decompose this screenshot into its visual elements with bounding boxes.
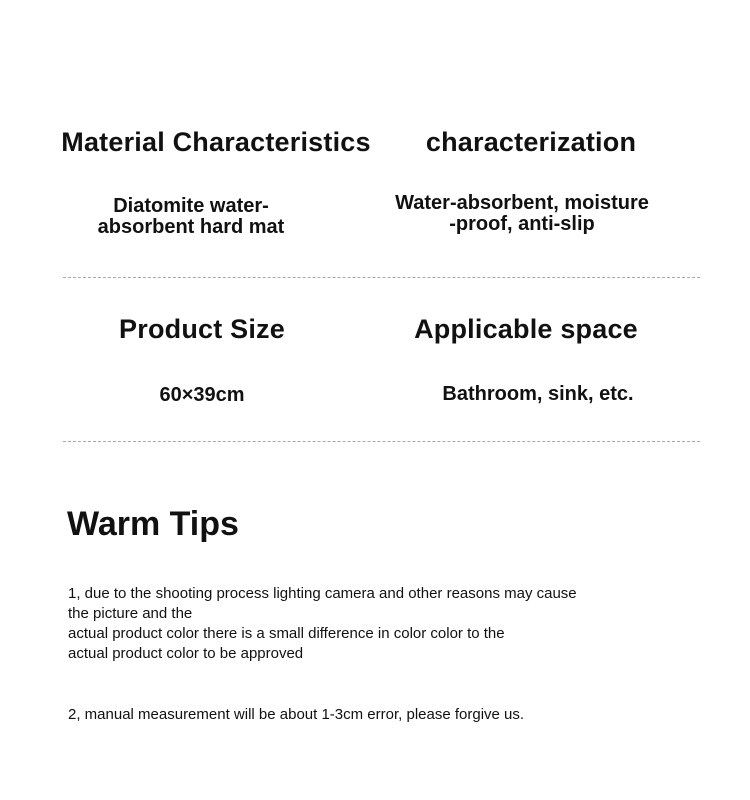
tip-1 <box>68 584 577 664</box>
characterization-value-line2: -proof, anti-slip <box>449 213 595 235</box>
tip-1-line-1: 1, due to the shooting process lighting camera and other reasons may cause <box>68 585 577 602</box>
tip-1-line-4: actual product color to be approved <box>68 645 304 662</box>
material-value-line2: absorbent hard mat <box>97 216 285 238</box>
characterization-heading: characterization <box>425 127 637 157</box>
applicable-space-value: Bathroom, sink, etc. <box>442 383 634 405</box>
characterization-value <box>352 193 692 235</box>
tip-2: 2, manual measurement will be about 1-3cm error, please forgive us. <box>68 706 525 723</box>
dashed-divider-bottom <box>63 441 700 442</box>
characterization-value-line1: Water-absorbent, moisture <box>395 192 649 214</box>
product-size-value: 60×39cm <box>159 384 245 406</box>
product-size-heading: Product Size <box>119 314 285 344</box>
warm-tips-title: Warm Tips <box>67 505 239 543</box>
material-value-line1: Diatomite water- <box>113 195 269 217</box>
tip-1-line-2: the picture and the <box>68 605 193 622</box>
applicable-space-heading: Applicable space <box>414 314 638 344</box>
material-value <box>41 196 341 238</box>
material-characteristics-heading: Material Characteristics <box>61 127 371 157</box>
dashed-divider-top <box>63 277 700 278</box>
tip-1-line-3: actual product color there is a small difference in color color to the <box>68 625 505 642</box>
